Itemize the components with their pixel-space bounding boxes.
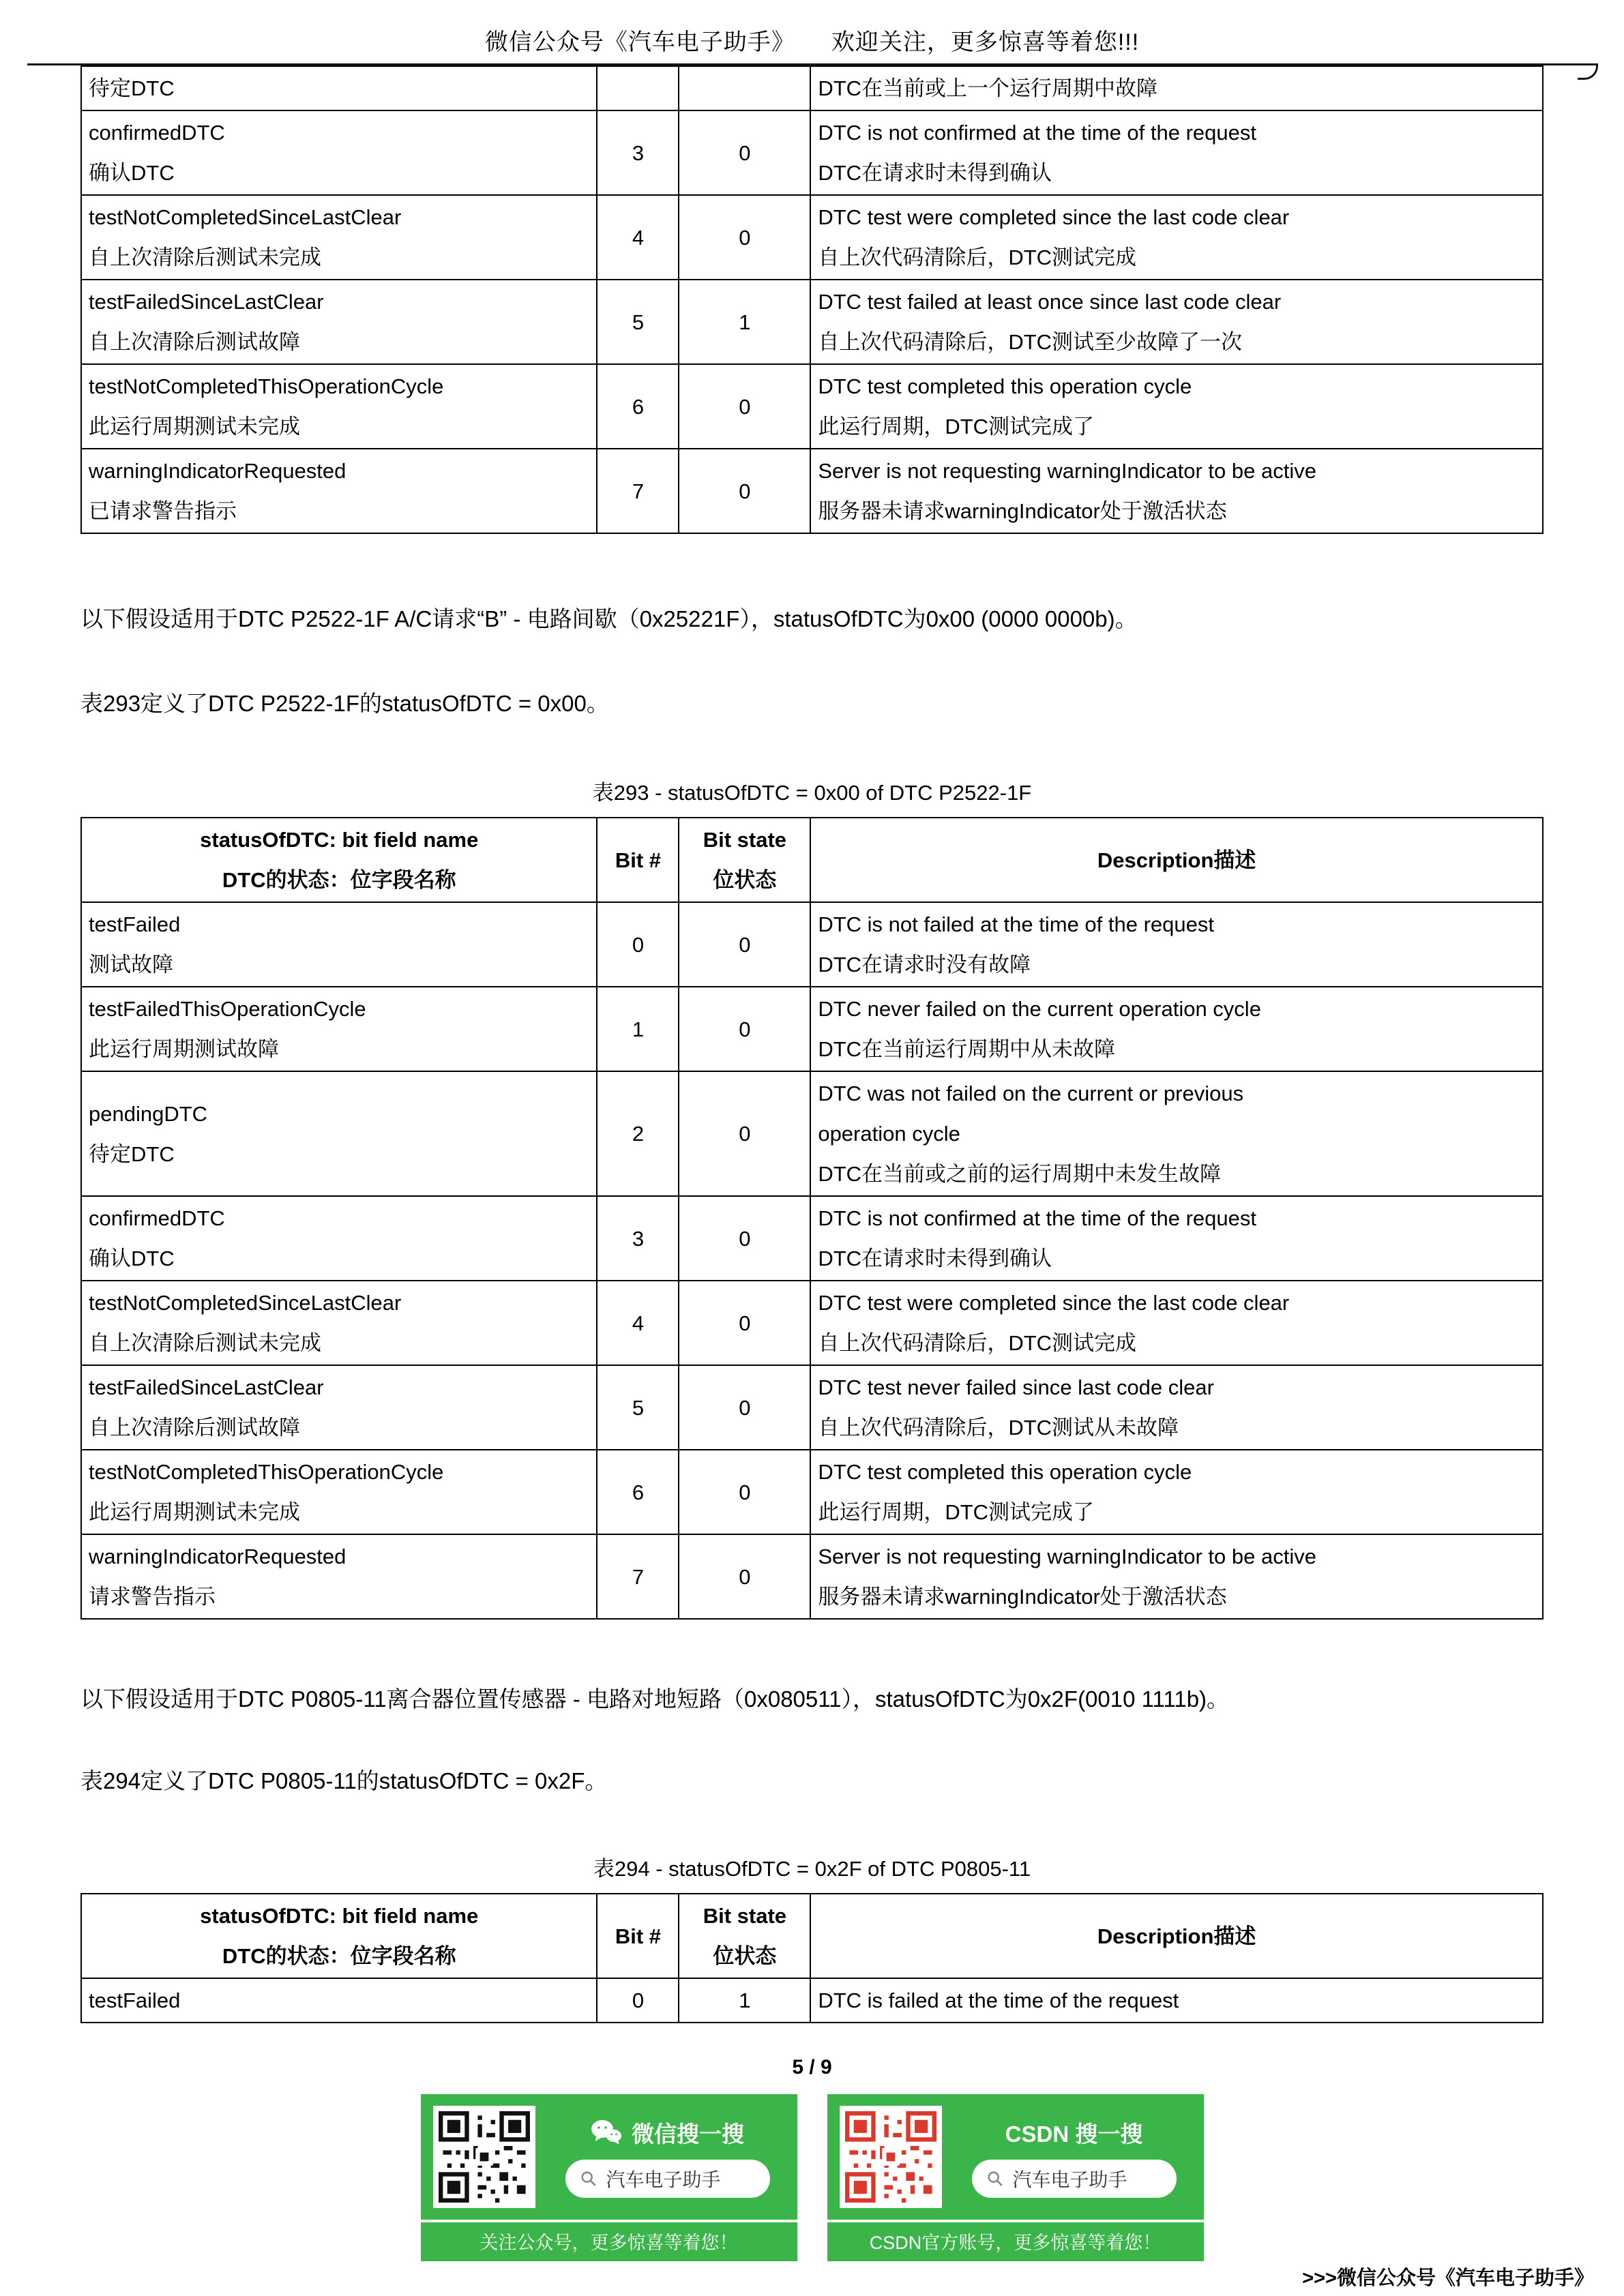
table-cell: 5 <box>597 280 679 364</box>
paragraph-assumption-p2522: 以下假设适用于DTC P2522-1F A/C请求“B” - 电路间歇（0x25221F），statusOfDTC为0x00 (0000 0000b)。 <box>80 606 1138 631</box>
table-row <box>81 449 1543 533</box>
table-row <box>81 66 1543 110</box>
wechat-badge[interactable] <box>421 2094 797 2261</box>
wechat-badge-main <box>421 2094 797 2220</box>
table-cell: 0 <box>679 1365 810 1450</box>
table-cell: DTC is failed at the time of the request <box>810 1978 1543 2023</box>
table-cell: 3 <box>597 110 679 195</box>
table-header-row <box>81 818 1543 902</box>
table-cell: testFailedThisOperationCycle 此运行周期测试故障 <box>81 987 597 1071</box>
table-row <box>81 1281 1543 1365</box>
table-cell: DTC was not failed on the current or previous operation cycle DTC在当前或之前的运行周期中未发生故障 <box>810 1071 1543 1196</box>
table-cell: testNotCompletedSinceLastClear 自上次清除后测试未完成 <box>81 195 597 280</box>
table-cell: 5 <box>597 1365 679 1450</box>
table-cell: 0 <box>597 902 679 987</box>
table-cell: warningIndicatorRequested 已请求警告指示 <box>81 449 597 533</box>
footer-right-note: >>>微信公众号《汽车电子助手》 <box>1302 2267 1594 2289</box>
wechat-search-pill[interactable] <box>565 2160 770 2198</box>
header-cell: statusOfDTC: bit field name DTC的状态：位字段名称 <box>81 818 597 902</box>
header-cell: Bit # <box>597 1894 679 1978</box>
table-header-row <box>81 1894 1543 1978</box>
page-content <box>0 65 1624 2261</box>
table-cell: 0 <box>679 1071 810 1196</box>
table-cell: 1 <box>597 987 679 1071</box>
table-cell: 0 <box>679 987 810 1071</box>
table-cell: DTC is not failed at the time of the request DTC在请求时没有故障 <box>810 902 1543 987</box>
table-cell: 0 <box>679 902 810 987</box>
table-cell: testFailedSinceLastClear 自上次清除后测试故障 <box>81 280 597 364</box>
table-cell: DTC test completed this operation cycle 此运行周期，DTC测试完成了 <box>810 364 1543 449</box>
csdn-search-text: 汽车电子助手 <box>1012 2168 1127 2190</box>
table-cell: 0 <box>679 1196 810 1281</box>
table293-wrap <box>80 817 1544 1620</box>
table-cell: 4 <box>597 195 679 280</box>
csdn-badge-title <box>1005 2117 1143 2149</box>
table-cell: testNotCompletedThisOperationCycle 此运行周期测试未完成 <box>81 364 597 449</box>
table-row <box>81 1071 1543 1196</box>
csdn-badge-right <box>957 2117 1192 2198</box>
table-cell: confirmedDTC 确认DTC <box>81 110 597 195</box>
table-row <box>81 1196 1543 1281</box>
table294-caption: 表294 - statusOfDTC = 0x2F of DTC P0805-11 <box>593 1857 1031 1881</box>
table-cell: testNotCompletedThisOperationCycle 此运行周期测试未完成 <box>81 1450 597 1534</box>
table-row <box>81 364 1543 449</box>
footer-badges <box>80 2094 1544 2261</box>
table-cell: testNotCompletedSinceLastClear 自上次清除后测试未完成 <box>81 1281 597 1365</box>
table-cell: DTC never failed on the current operation cycle DTC在当前运行周期中从未故障 <box>810 987 1543 1071</box>
table-cell: 2 <box>597 1071 679 1196</box>
wechat-badge-title <box>591 2117 744 2149</box>
table-cell: 0 <box>679 1281 810 1365</box>
table-row <box>81 195 1543 280</box>
table-cell: 0 <box>679 449 810 533</box>
table-cell: Server is not requesting warningIndicator to be active 服务器未请求warningIndicator处于激活状态 <box>810 1534 1543 1619</box>
table-row <box>81 110 1543 195</box>
table-row <box>81 1450 1543 1534</box>
table-cell: pendingDTC 待定DTC <box>81 1071 597 1196</box>
header-cell: Bit state 位状态 <box>679 818 810 902</box>
table-cell: testFailed <box>81 1978 597 2023</box>
csdn-qr-code <box>840 2106 942 2208</box>
table-row <box>81 1365 1543 1450</box>
table-cell: testFailedSinceLastClear 自上次清除后测试故障 <box>81 1365 597 1450</box>
header-cell: Description描述 <box>810 818 1543 902</box>
wechat-search-text: 汽车电子助手 <box>606 2168 721 2190</box>
search-icon <box>986 2169 1005 2188</box>
csdn-badge-strip: CSDN官方账号，更多惊喜等着您！ <box>827 2220 1204 2261</box>
table-cell <box>679 66 810 110</box>
table-cell: DTC is not confirmed at the time of the request DTC在请求时未得到确认 <box>810 1196 1543 1281</box>
csdn-badge[interactable] <box>827 2094 1204 2261</box>
wechat-search-title: 微信搜一搜 <box>632 2121 744 2147</box>
csdn-badge-main <box>827 2094 1204 2220</box>
csdn-search-pill[interactable] <box>972 2160 1177 2198</box>
table-cell: 6 <box>597 364 679 449</box>
table-row <box>81 1978 1543 2023</box>
table-cell: testFailed 测试故障 <box>81 902 597 987</box>
wechat-badge-strip: 关注公众号，更多惊喜等着您！ <box>421 2220 797 2261</box>
qr-code-icon <box>439 2111 530 2203</box>
table-cell: 7 <box>597 449 679 533</box>
table-row <box>81 987 1543 1071</box>
table294-wrap <box>80 1893 1544 2023</box>
table-row <box>81 280 1543 364</box>
table-cell: DTC test were completed since the last code clear 自上次代码清除后，DTC测试完成 <box>810 1281 1543 1365</box>
table-cell: DTC test were completed since the last code clear 自上次代码清除后，DTC测试完成 <box>810 195 1543 280</box>
table-cell: 0 <box>597 1978 679 2023</box>
page-header-title: 微信公众号《汽车电子助手》 欢迎关注，更多惊喜等着您!!! <box>484 29 1140 55</box>
table-cell: DTC test never failed since last code clear 自上次代码清除后，DTC测试从未故障 <box>810 1365 1543 1450</box>
table-cell: 1 <box>679 1978 810 2023</box>
header-cell: Bit state 位状态 <box>679 1894 810 1978</box>
table-cell: 1 <box>679 280 810 364</box>
paragraph-assumption-p0805: 以下假设适用于DTC P0805-11离合器位置传感器 - 电路对地短路（0x080511），statusOfDTC为0x2F(0010 1111b)。 <box>80 1686 1230 1712</box>
table-cell: 0 <box>679 110 810 195</box>
table-cell: DTC test completed this operation cycle 此运行周期，DTC测试完成了 <box>810 1450 1543 1534</box>
table-continued-from-previous-page <box>80 65 1544 534</box>
table-cell: 0 <box>679 364 810 449</box>
table-row <box>81 902 1543 987</box>
table-cell: DTC在当前或上一个运行周期中故障 <box>810 66 1543 110</box>
table-cell: 3 <box>597 1196 679 1281</box>
table-cell: 待定DTC <box>81 66 597 110</box>
wechat-qr-code <box>433 2106 535 2208</box>
table-cell: DTC is not confirmed at the time of the request DTC在请求时未得到确认 <box>810 110 1543 195</box>
paragraph-table293-intro: 表293定义了DTC P2522-1F的statusOfDTC = 0x00。 <box>80 691 609 716</box>
table-cell: Server is not requesting warningIndicator to be active 服务器未请求warningIndicator处于激活状态 <box>810 449 1543 533</box>
table-cell: 0 <box>679 1450 810 1534</box>
header-cell: Bit # <box>597 818 679 902</box>
table-cell: 4 <box>597 1281 679 1365</box>
header-rule <box>27 63 1597 65</box>
table-cell: 7 <box>597 1534 679 1619</box>
search-icon <box>579 2169 598 2188</box>
page-number: 5 / 9 <box>792 2056 832 2078</box>
wechat-icon <box>591 2119 622 2145</box>
header-cell: Description描述 <box>810 1894 1543 1978</box>
table-294-status-of-dtc <box>80 1893 1544 2023</box>
table-cell: 0 <box>679 1534 810 1619</box>
table-cell: 6 <box>597 1450 679 1534</box>
table-row <box>81 1534 1543 1619</box>
csdn-search-title: CSDN 搜一搜 <box>1005 2121 1143 2147</box>
table-293-status-of-dtc <box>80 817 1544 1620</box>
table-cell: warningIndicatorRequested 请求警告指示 <box>81 1534 597 1619</box>
table293-caption: 表293 - statusOfDTC = 0x00 of DTC P2522-1F <box>592 781 1032 805</box>
table-cell: 0 <box>679 195 810 280</box>
table-cell: DTC test failed at least once since last code clear 自上次代码清除后，DTC测试至少故障了一次 <box>810 280 1543 364</box>
table-cell: confirmedDTC 确认DTC <box>81 1196 597 1281</box>
wechat-badge-right <box>550 2117 785 2198</box>
paragraph-table294-intro: 表294定义了DTC P0805-11的statusOfDTC = 0x2F。 <box>80 1768 608 1793</box>
qr-code-icon <box>845 2111 936 2203</box>
table-cell <box>597 66 679 110</box>
header-cell: statusOfDTC: bit field name DTC的状态：位字段名称 <box>81 1894 597 1978</box>
